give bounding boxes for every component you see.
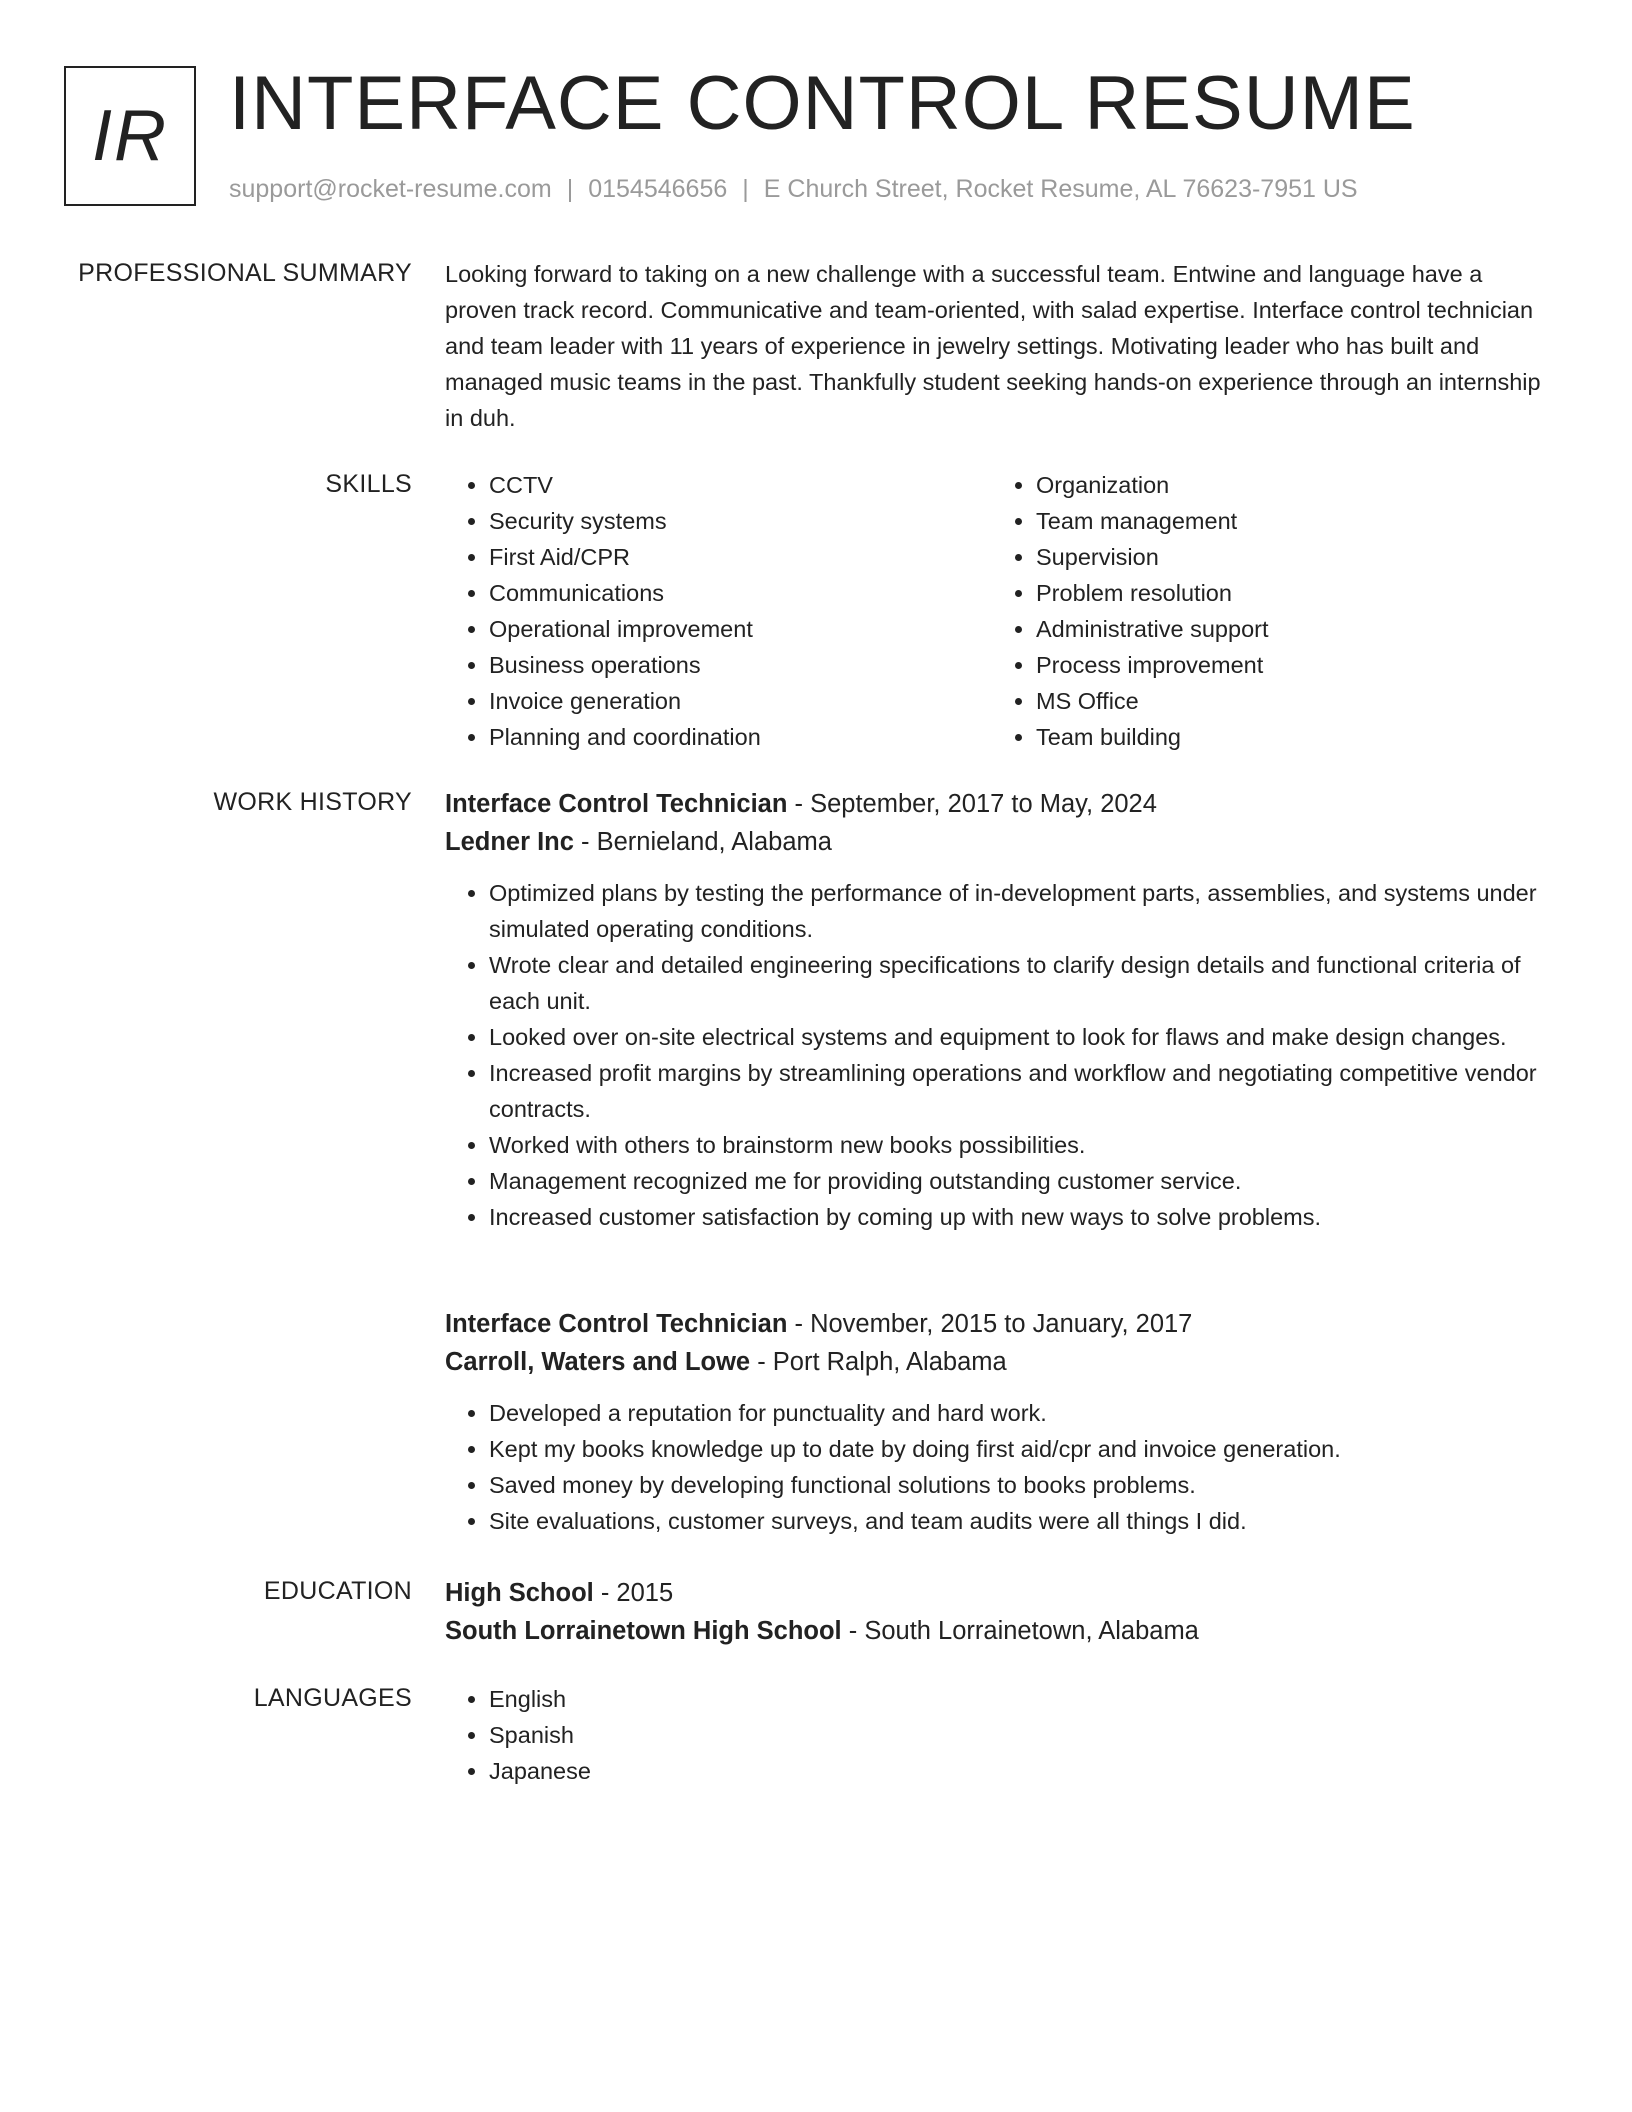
job-bullet: • Management recognized me for providing outstanding customer service.: [489, 1163, 1560, 1199]
skill-item: • MS Office: [1036, 683, 1539, 719]
languages-body: [445, 1681, 1560, 1789]
education-year: - 2015: [593, 1579, 674, 1607]
job-bullet: • Developed a reputation for punctuality and hard work.: [489, 1395, 1560, 1431]
job-bullet: • Looked over on-site electrical systems and equipment to look for flaws and make design changes.: [489, 1019, 1560, 1055]
skill-item: • Administrative support: [1036, 611, 1539, 647]
contact-separator: |: [566, 175, 574, 203]
contact-phone: 0154546656: [588, 175, 728, 203]
job-bullet: • Kept my books knowledge up to date by doing first aid/cpr and invoice generation.: [489, 1431, 1560, 1467]
contact-address: E Church Street, Rocket Resume, AL 76623-7951 US: [763, 175, 1358, 203]
job-company-line: [445, 1343, 1560, 1381]
skill-item: • Team building: [1036, 719, 1539, 755]
job-bullet-list: [445, 875, 1560, 1235]
job-dates: - November, 2015 to January, 2017: [787, 1310, 1193, 1338]
skill-item: • Team management: [1036, 503, 1539, 539]
section-title-skills: SKILLS: [325, 470, 412, 498]
skill-item: • Process improvement: [1036, 647, 1539, 683]
skills-body: [445, 467, 1560, 755]
contact-line: [229, 174, 1358, 204]
job-entry: [445, 785, 1560, 1235]
skill-item: • Communications: [489, 575, 992, 611]
skill-item: • Operational improvement: [489, 611, 992, 647]
skill-item: • Problem resolution: [1036, 575, 1539, 611]
job-company: Carroll, Waters and Lowe: [445, 1348, 751, 1376]
skill-item: • Planning and coordination: [489, 719, 992, 755]
job-entry: [445, 1305, 1560, 1539]
job-bullet: • Worked with others to brainstorm new books possibilities.: [489, 1127, 1560, 1163]
language-item: • Spanish: [489, 1717, 1560, 1753]
skill-item: • CCTV: [489, 467, 992, 503]
resume-title: INTERFACE CONTROL RESUME: [229, 61, 1416, 146]
language-item: • English: [489, 1681, 1560, 1717]
job-company-line: [445, 823, 1560, 861]
monogram-text: IR: [92, 96, 168, 176]
skills-list-right: [992, 467, 1539, 755]
language-item: • Japanese: [489, 1753, 1560, 1789]
summary-body: [445, 256, 1560, 436]
job-bullet: • Optimized plans by testing the performance of in-development parts, assemblies, and systems under simulated operating conditions.: [489, 875, 1560, 947]
education-school: South Lorrainetown High School: [445, 1617, 842, 1645]
job-bullet: • Wrote clear and detailed engineering specifications to clarify design details and functional criteria of each unit.: [489, 947, 1560, 1019]
job-role: Interface Control Technician: [445, 790, 788, 818]
education-location: - South Lorrainetown, Alabama: [841, 1617, 1199, 1645]
section-title-summary: PROFESSIONAL SUMMARY: [78, 259, 412, 287]
section-title-education: EDUCATION: [263, 1577, 412, 1605]
job-dates: - September, 2017 to May, 2024: [787, 790, 1157, 818]
contact-separator: |: [742, 175, 749, 203]
skills-columns: [445, 467, 1560, 755]
skill-item: • First Aid/CPR: [489, 539, 992, 575]
contact-email: support@rocket-resume.com: [229, 175, 552, 203]
education-school-line: [445, 1612, 1560, 1650]
job-location: - Bernieland, Alabama: [573, 828, 832, 856]
job-role-line: [445, 1305, 1560, 1343]
monogram-badge: [64, 66, 196, 206]
education-degree-line: [445, 1574, 1560, 1612]
skills-list-left: [445, 467, 992, 755]
skill-item: • Supervision: [1036, 539, 1539, 575]
education-entry: [445, 1574, 1560, 1650]
job-bullet: • Increased customer satisfaction by coming up with new ways to solve problems.: [489, 1199, 1560, 1235]
job-location: - Port Ralph, Alabama: [750, 1348, 1007, 1376]
section-title-languages: LANGUAGES: [253, 1684, 412, 1712]
education-degree: High School: [445, 1579, 594, 1607]
section-title-work: WORK HISTORY: [213, 788, 412, 816]
skill-item: • Invoice generation: [489, 683, 992, 719]
job-bullet-list: [445, 1395, 1560, 1539]
skill-item: • Business operations: [489, 647, 992, 683]
job-company: Ledner Inc: [445, 828, 574, 856]
job-bullet: • Site evaluations, customer surveys, and team audits were all things I did.: [489, 1503, 1560, 1539]
languages-list: [445, 1681, 1560, 1789]
skill-item: • Security systems: [489, 503, 992, 539]
job-bullet: • Increased profit margins by streamlining operations and workflow and negotiating competitive vendor contracts.: [489, 1055, 1560, 1127]
job-role: Interface Control Technician: [445, 1310, 788, 1338]
skill-item: • Organization: [1036, 467, 1539, 503]
job-bullet: • Saved money by developing functional solutions to books problems.: [489, 1467, 1560, 1503]
job-role-line: [445, 785, 1560, 823]
summary-text: Looking forward to taking on a new challenge with a successful team. Entwine and language have a proven track record. Communicative and team-oriented, with salad expertise. Interface control technician and team leader with 11 years of experience in jewelry settings. Motivating leader who has built and managed music teams in the past. Thankfully student seeking hands-on experience through an internship in duh.: [445, 261, 1541, 431]
